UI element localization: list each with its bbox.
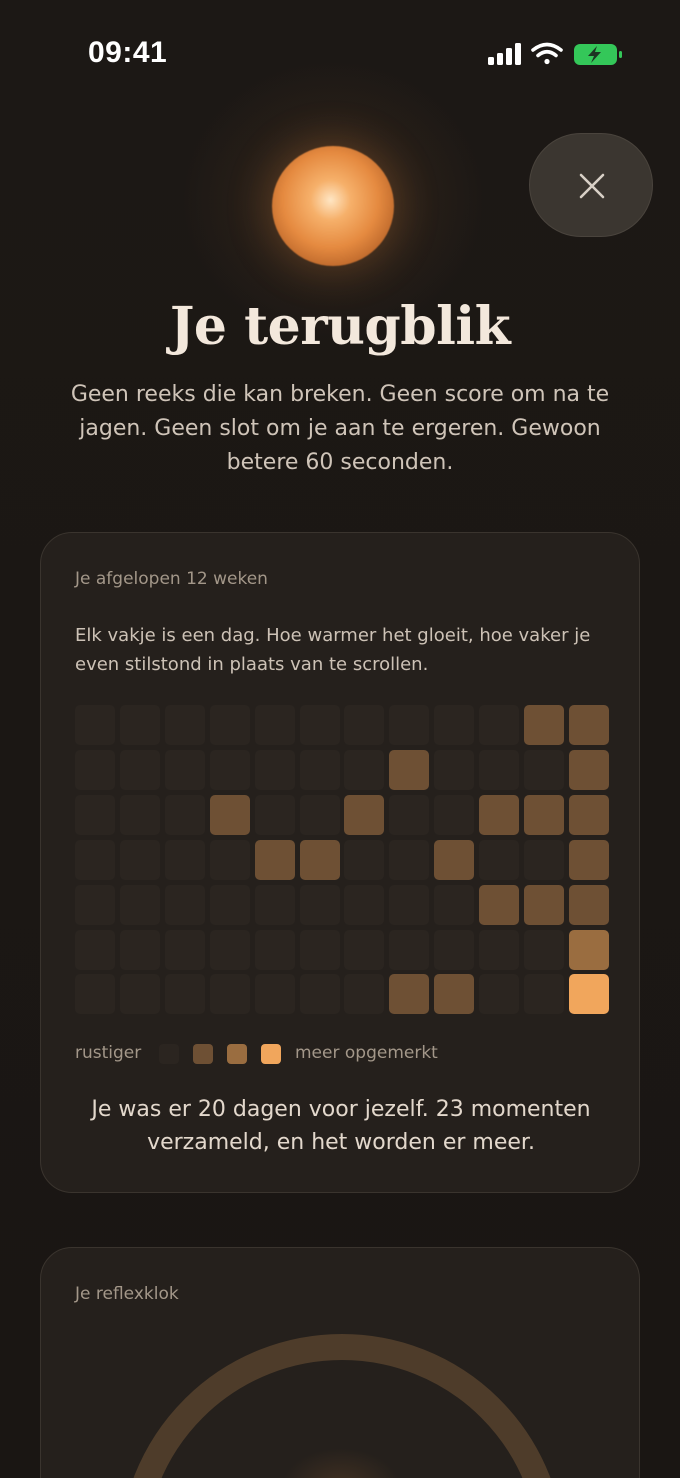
day-cell [344,930,384,970]
day-cell [524,750,564,790]
day-cell [479,974,519,1014]
day-cell [165,974,205,1014]
day-grid [75,705,609,1013]
day-cell [75,705,115,745]
weeks-card-description: Elk vakje is een dag. Hoe warmer het gloeit, hoe vaker je even stilstond in plaats van te scrollen. [75,625,591,675]
day-cell [120,795,160,835]
day-cell [434,840,474,880]
day-cell [75,750,115,790]
day-cell [255,974,295,1014]
day-cell [300,885,340,925]
day-cell [75,885,115,925]
day-cell [434,930,474,970]
day-cell [75,840,115,880]
status-bar [0,0,680,110]
day-cell [120,705,160,745]
day-cell [210,840,250,880]
day-cell [210,930,250,970]
day-cell [120,885,160,925]
day-cell [389,750,429,790]
day-cell [524,705,564,745]
page-title: Je terugblik [169,296,511,357]
glow-orb [272,146,394,266]
day-cell [300,974,340,1014]
day-cell [434,795,474,835]
close-button[interactable] [529,133,653,237]
day-cell [255,840,295,880]
day-cell [434,750,474,790]
day-cell [75,974,115,1014]
day-cell [165,750,205,790]
legend-swatch [261,1044,281,1064]
wifi-icon [533,45,561,65]
day-cell [479,840,519,880]
day-cell [524,930,564,970]
reflex-card [40,1247,640,1478]
day-cell [479,885,519,925]
legend-low-label: rustiger [75,1043,142,1063]
day-cell [389,840,429,880]
day-cell [569,750,609,790]
legend-swatch [193,1044,213,1064]
status-time: 09:41 [88,36,168,69]
day-cell [569,930,609,970]
day-cell [210,974,250,1014]
day-cell [255,930,295,970]
day-cell [344,705,384,745]
weeks-card [40,532,640,1193]
day-cell [300,840,340,880]
cellular-signal-icon [488,43,521,65]
day-cell [479,930,519,970]
day-cell [389,974,429,1014]
day-cell [75,930,115,970]
legend-swatch [227,1044,247,1064]
day-cell [165,795,205,835]
close-icon [578,172,606,200]
weeks-card-label: Je afgelopen 12 weken [75,569,268,589]
day-cell [344,974,384,1014]
day-cell [524,795,564,835]
day-cell [569,885,609,925]
day-cell [344,750,384,790]
day-cell [344,795,384,835]
page-subtitle: Geen reeks die kan breken. Geen score om na te jagen. Geen slot om je aan te ergeren. Gewoon betere 60 seconden. [70,382,610,475]
day-cell [434,974,474,1014]
day-cell [300,750,340,790]
day-cell [300,705,340,745]
day-cell [165,840,205,880]
reflex-card-label: Je reflexklok [75,1284,179,1304]
status-icons [486,40,626,70]
day-cell [210,750,250,790]
day-cell [434,705,474,745]
day-cell [479,750,519,790]
legend-high-label: meer opgemerkt [295,1043,438,1063]
day-cell [389,930,429,970]
heat-legend [75,1043,595,1067]
day-cell [389,705,429,745]
day-cell [165,930,205,970]
day-cell [255,750,295,790]
day-cell [569,840,609,880]
day-cell [569,795,609,835]
day-cell [210,795,250,835]
day-cell [389,885,429,925]
day-cell [524,885,564,925]
day-cell [255,885,295,925]
day-cell [165,885,205,925]
day-cell [344,885,384,925]
day-cell [479,795,519,835]
day-cell [120,840,160,880]
battery-charging-icon [574,44,622,65]
day-cell [300,930,340,970]
day-cell [434,885,474,925]
day-cell [210,885,250,925]
day-cell [569,974,609,1014]
day-cell [344,840,384,880]
day-cell [165,705,205,745]
day-cell [300,795,340,835]
day-cell [255,705,295,745]
day-cell [389,795,429,835]
day-cell [255,795,295,835]
day-cell [524,974,564,1014]
day-cell [210,705,250,745]
day-cell [120,930,160,970]
legend-swatch [159,1044,179,1064]
day-cell [75,795,115,835]
day-cell [569,705,609,745]
day-cell [524,840,564,880]
day-cell [120,974,160,1014]
weeks-summary: Je was er 20 dagen voor jezelf. 23 momenten verzameld, en het worden er meer. [91,1097,591,1155]
day-cell [479,705,519,745]
day-cell [120,750,160,790]
